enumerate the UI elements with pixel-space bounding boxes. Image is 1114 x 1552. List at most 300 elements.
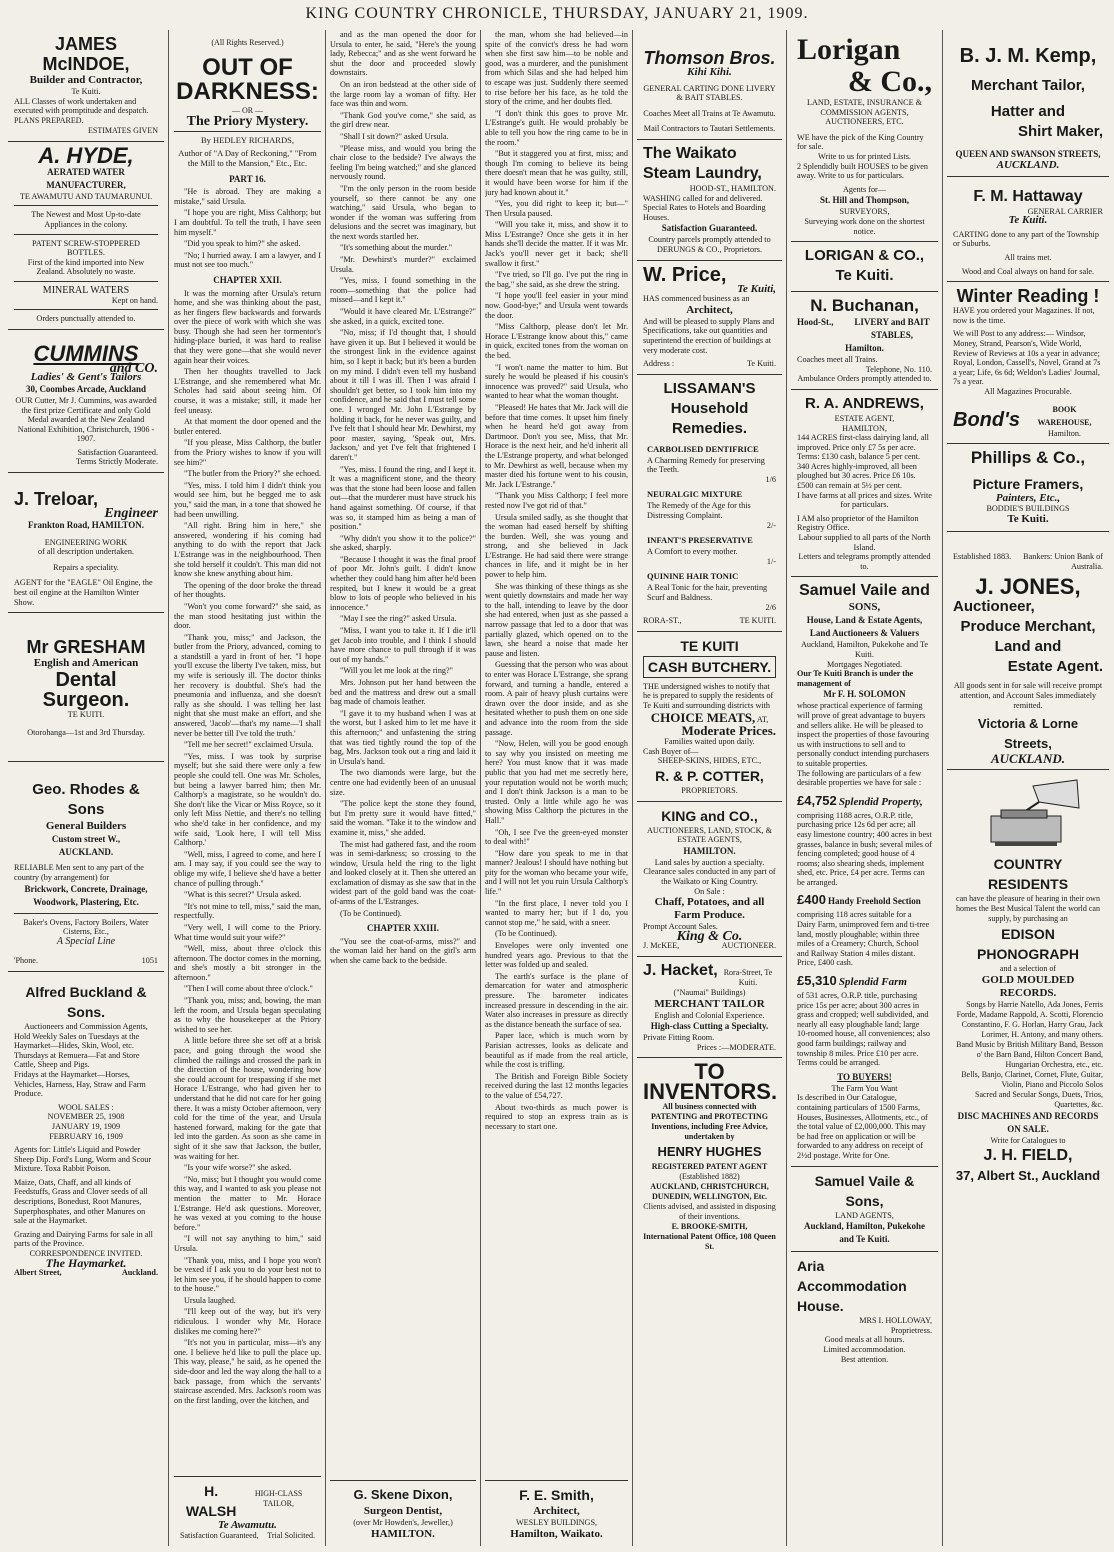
ad-lorigan-2 [791, 242, 938, 292]
ad-name: SONS, [848, 601, 881, 614]
story-paragraph: The two diamonds were large, but the centre one had evidently been of an unusual size. [330, 768, 476, 797]
column-1 [8, 30, 164, 1546]
ad-body: ALL Classes of work undertaken and executed with promptitude and despatch. [14, 96, 149, 116]
story-paragraph: "I will not say anything to him," said Ursula. [174, 1234, 321, 1253]
story-paragraph: the man, whom she had believed—in spite of the convict's dress he had worn when she first saw him—to be noble and good, was a murderer, and the punishment from which Silas and she had helped him to escape was just. Suddenly there seemed to rise before her his face, as he told the story of the crime, and her doubts fled. [485, 30, 628, 107]
ad-line: English and Colonial Experience. [654, 1010, 765, 1020]
ad-line: Mortgages Negotiated. [826, 659, 903, 669]
ad-place: Te Kuiti. [1007, 513, 1049, 526]
column-2 [174, 30, 321, 1546]
farm-price: £5,310 [797, 973, 837, 989]
ad-line: The Haymarket. [45, 1255, 127, 1270]
story-paragraph: "Will you take it, miss, and show it to Miss L'Estrange? Once she gets it in her hands she'll decide the matter. If it was Mr. Jack's you'll never get it back; she'll swallow it first." [485, 220, 628, 268]
ad-body: Band Music by British Military Band, Besson o' the Barn Band, Hilton Concert Band, Hungarian Orchestra, etc., etc. [956, 1040, 1103, 1070]
story-paragraph: Ursula laughed. [184, 1295, 236, 1305]
story-paragraph: "Thank you, miss, and I hope you won't be vexed if I ask you to do your best not to let him see you, if he should happen to come to the house." [174, 1255, 321, 1294]
ad-line: AT, [756, 714, 769, 724]
ad-body: 144 ACRES first-class dairying land, all improved. Price only £7 5s per acre. Terms: £130 cash, balance 5 per cent. [797, 433, 929, 462]
ad-butchery [637, 632, 782, 802]
story-paragraph: Ursula smiled sadly, as she thought that the woman had eased herself by shifting the burden. Well, she was young and strong, and she believed in Jack L'Estrange. He had said there were strange chances in life, and it might be in her power to help him. [485, 512, 628, 580]
ad-place: TE KUITI. [67, 710, 105, 720]
ad-body: Agents for: Little's Liquid and Powder Sheep Dip. Ford's Lung, Worm and Scour Mixture. Toxa Rabbit Poison. [14, 1145, 152, 1174]
ad-line: DERUNGS & CO., Proprietors. [656, 244, 763, 254]
story-paragraph: Then her thoughts travelled to Jack L'Estrange, and she remembered what Mr. Scholes had said about seeing him. Of course, it was a mistake; still, it made her feel uneasy. [174, 367, 321, 415]
farm-title: Splendid Property, [838, 795, 923, 808]
ad-name: A. HYDE, [38, 142, 134, 168]
ad-lissaman [637, 375, 782, 632]
ad-place: Te Awamutu. [218, 1519, 277, 1532]
ad-place: Hamilton, Waikato. [510, 1528, 603, 1540]
ad-line: Prices :—MODERATE. [696, 1042, 776, 1052]
remedy-price: 2/6 [765, 602, 776, 612]
ad-rhodes [8, 762, 164, 972]
ad-body: The following are particulars of a few desirable properties we have for sale : [797, 768, 922, 788]
ad-gresham [8, 613, 164, 762]
ad-title: CASH BUTCHERY. [643, 656, 776, 678]
story-paragraph: "Yes, miss. I was took by surprise myself; but she said there were only a few people she could tell. One was Mr. Scholes, but being a lawyer barred him; then Mr. Calthorp's a magistrate, so he wouldn't do. She don't like the Vicar or Miss Royce, so it only left Miss Nettie, and there's no telling who she'd take in her confidence, and my wife said, 'Look here, I will tell Miss Calthorp.' [174, 751, 321, 848]
ad-mcindoe [8, 30, 164, 142]
ad-walsh [174, 1476, 321, 1546]
ad-buckland [8, 972, 164, 1283]
column-4 [485, 30, 628, 1546]
ad-thomson [637, 30, 782, 140]
ad-dixon [330, 1480, 476, 1546]
ad-title: Architect, [686, 303, 733, 316]
story-part: PART 16. [229, 173, 266, 184]
column-5 [637, 30, 782, 1546]
story-paragraph: "I'll keep out of the way, but it's very ridiculous. I wonder why Mr. Horace dislikes me coming here?" [174, 1307, 321, 1336]
story-paragraph: "But it staggered you at first, miss; and though I'm coming to believe its being there doesn't mean that he was guilty, still, it would have been worse for him if the jury had known about it." [485, 149, 628, 197]
ad-place: Kihi Kihi. [687, 66, 732, 78]
ad-title: ESTATE AGENT, [834, 413, 895, 423]
ad-body: GENERAL CARTING DONE LIVERY & BAIT STABLES. [643, 83, 776, 103]
story-paragraph: "If you please, Miss Calthorp, the butler from the Priory wishes to know if you will see him?" [174, 438, 321, 467]
ad-name: Bond's [953, 409, 1020, 432]
ad-addr: 30, Coombes Arcade, Auckland [25, 383, 147, 394]
ad-line: Prompt Account Sales. [643, 922, 718, 932]
ad-title: PHONOGRAPH [977, 946, 1079, 963]
story-paragraph: "No, miss; if I'd thought that, I should have given it up. But I believed it would be the strongest link in the evidence against him, so I kept it back; but it's been a burden on my mind. I didn't even tell my husband about it till I was ill. Then I was afraid I shouldn't get better, so I took him into my confidence, and he said that I must tell some one. I wronged Mr. John L'Estrange by holding it back, for he never was guilty, and I've felt that I should hear Mr. Dewhirst, my poor master, saying, 'Speak out, Mrs. Jackson,' and yet I've felt that frightened I daren't." [330, 328, 476, 462]
ad-line: Cash Buyer of— [643, 746, 699, 756]
ad-title: Merchant Tailor, [971, 77, 1085, 94]
remedy-price: 2/- [766, 520, 776, 530]
ad-line: Mail Contractors to Tautari Settlements. [643, 124, 776, 134]
ad-line: Mr F. H. SOLOMON [823, 689, 906, 700]
ad-title: GENERAL CARRIER [1027, 206, 1103, 216]
story-paragraph: "I don't think this goes to prove Mr. L'Estrange's guilt. He would probably be able to tell you how the ring came to be in the room." [485, 108, 628, 147]
story-paragraph: "No, miss; but I thought you would come this way, and I wanted to ask you please not mention the matter to Mr. Horace L'Estrange. He'd ask questions. Moreover, he was vexed at you coming to the house before." [174, 1174, 321, 1232]
remedy-price: 1/- [766, 556, 776, 566]
ad-jones [947, 532, 1109, 770]
story-paragraph: The British and Foreign Bible Society received during the last 12 months legacies to the value of £54,727. [485, 1071, 628, 1100]
ad-line: Surveying work done on the shortest notice. [804, 216, 925, 236]
ad-title: Surgeon Dentist, [363, 1505, 443, 1518]
ad-title: AUCTIONEERS, LAND, STOCK, & ESTATE AGENTS, [647, 825, 772, 845]
story-paragraph: "What is this secret?" Ursula asked. [184, 890, 302, 900]
ad-treloar [8, 473, 164, 613]
story-paragraph: She was thinking of these things as she went quietly downstairs and made her way to the hall, intending to leave by the door she had entered, when just as she passed a narrow passage that led to a door that was partially glazed, which opened on to the lawn, she heard a noise that made her pause and listen. [485, 581, 628, 658]
ad-line: Letters and telegrams promptly attended to. [798, 552, 931, 571]
ad-line: E. BROOKE-SMITH, [671, 1222, 748, 1232]
ad-line: Satisfaction Guaranteed. [77, 447, 158, 457]
ad-title: Land and [994, 638, 1062, 656]
ad-name: JAMES McINDOE, [42, 34, 130, 74]
ad-addr: Victoria & Lorne Streets, [977, 716, 1079, 752]
ad-line: ENGINEERING WORK [44, 537, 128, 547]
ad-body: Is described in Our Catalogue, containing particulars of 1500 Farms, Houses, Businesses, Allotments, etc., of the total value of £2,000,000. This may be had free on application or will be forwarded to any address on receipt of 2½d postage. Write for One. [797, 1093, 928, 1160]
farm-price: £400 [797, 892, 826, 908]
story-paragraph: "Thank you, miss; and, bowing, the man left the room, and Ursula began speculating as to why the housekeeper at the Priory wished to see her. [174, 996, 321, 1034]
ad-body: Songs by Harrie Natello, Ada Jones, Ferris Forde, Madame Rappold, A. Scotti, Florencio Constantino, F. G. Horlan, Harry Grau, Jack Lorimer, H. Antony, and many others. [956, 1000, 1103, 1040]
story-chapter: CHAPTER XXIII. [366, 923, 439, 934]
ad-place: HAMILTON. [371, 1528, 435, 1540]
ad-title: Builder and Contractor, [29, 74, 143, 86]
ad-lorigan [791, 30, 938, 242]
column-rule [942, 30, 943, 1546]
ad-name: TO INVENTORS. [643, 1059, 778, 1105]
story-paragraph: "Miss Calthorp, please don't let Mr. Horace L'Estrange know about this," came in quick, excited tones from the woman on the bed. [485, 322, 628, 360]
ad-title: LAND AGENTS, [835, 1210, 894, 1220]
story-paragraph: "Tell me her secret!" exclaimed Ursula. [184, 740, 314, 750]
ad-title: Household Remedies. [670, 399, 749, 437]
ad-line: Agents for— [843, 184, 886, 194]
ad-title: General Builders [45, 820, 127, 833]
ad-line: English and American [33, 657, 139, 670]
ad-line: Limited accommodation. [823, 1344, 906, 1354]
ad-name: J. H. FIELD, [983, 1147, 1073, 1165]
ad-line: CHOICE MEATS, [650, 709, 756, 725]
farm-title: Handy Freehold Section [827, 896, 921, 907]
ad-line: and CO. [109, 360, 158, 376]
ad-line: 1051 [141, 956, 158, 966]
column-rule [632, 30, 633, 1546]
ad-body: AGENT for the "EAGLE" Oil Engine, the best oil engine at the Hamilton Winter Show. [14, 578, 153, 607]
ad-title: Auctioneers and Commission Agents, [24, 1021, 148, 1031]
ad-line: SURVEYORS, [839, 207, 890, 217]
story-paragraph: "Yes, you did right to keep it; but—" Then Ursula paused. [485, 199, 628, 218]
story-paragraph: "Shall I sit down?" asked Ursula. [340, 131, 449, 141]
ad-line: RORA-ST., [643, 616, 682, 626]
ad-title: Produce Merchant, [960, 618, 1096, 636]
ad-line: Coaches Meet all Trains at Te Awamutu. [643, 108, 776, 118]
ad-addr: Custom street W., [51, 834, 121, 845]
ad-line: Telephone, No. 110. [865, 364, 932, 374]
ad-line: King & Co. [676, 928, 743, 944]
ad-line: Baker's Ovens, Factory Boilers, Water Cisterns, Etc., [23, 917, 149, 937]
ad-line: On Sale : [694, 886, 725, 896]
ad-body: All goods sent in for sale will receive prompt attention, and Account Sales immediately remitted. [953, 681, 1103, 710]
ad-reading [947, 282, 1109, 444]
ad-hattaway [947, 177, 1109, 283]
story-paragraph: The earth's surface is the plane of demarcation for water and atmospheric pressure. The barometer indicates increased pressure in descending in the air. Water also increases in pressure as directly as the distance beneath the surface of sea. [485, 971, 628, 1029]
ad-line: Write for Catalogues to [990, 1136, 1066, 1146]
ad-body: All business connected with PATENTING and PROTECTING Inventions, including Free Advice, undertaken by [650, 1102, 769, 1142]
story-paragraph: "Thank you, miss;" and Jackson, the butler from the Priory, advanced, coming to a standstill a yard in front of her. "I hope you'll excuse the liberty I've taken, miss, but my wife is seriously ill. The doctor thinks her recovery is doubtful. She's had the pneumonia and influenza, and she doesn't rally as she should. I was telling her last night that she must make an effort, and she answered, 'Jacob'—that's my name—'I shall never be better till I've told the truth.' [174, 632, 321, 738]
story-paragraph: "Why didn't you show it to the police?" she asked, sharply. [330, 533, 476, 553]
ad-line: Chaff, Potatoes, and all Farm Produce. [654, 896, 765, 922]
ad-body: WE have the pick of the King Country for sale. [797, 132, 924, 152]
ad-addr: Rora-Street, Te Kuiti. [723, 967, 773, 987]
ad-line: Te Kuiti. [747, 359, 776, 369]
story-paragraph: "Yes, miss. I found something in the room—something that the police had missed—and I kept it." [330, 276, 476, 305]
ad-body: I AM also proprietor of the Hamilton Registry Office. [797, 513, 919, 533]
ad-line: NOVEMBER 25, 1908 [47, 1112, 125, 1122]
ad-aria [791, 1252, 938, 1369]
ad-body: 2 Splendidly built HOUSES to be given away. Write to us for particulars. [797, 161, 928, 181]
ad-line: Good meals at all hours. [824, 1335, 905, 1345]
ad-body: OUR Cutter, Mr J. Cummins, was awarded the first prize Certificate and only Gold Medal awarded at the New Zealand National Exhibition, Christchurch, 1906 - 1907. [15, 395, 157, 444]
ad-name: Alfred Buckland & Sons. [25, 983, 147, 1020]
ad-body: Hold Weekly Sales on Tuesdays at the Haymarket—Hides, Skin, Wool, etc. [14, 1031, 140, 1051]
story-text [174, 187, 321, 1405]
ad-title: LIVERY and BAIT STABLES, [854, 317, 930, 341]
ad-name: R. A. ANDREWS, [805, 394, 924, 412]
story-paragraph: "Yes, miss. I told him I didn't think you would see him, but he begged me to ask you," said the man, in a tone that showed he had been unwilling. [174, 480, 321, 519]
phonograph-illustration [973, 778, 1083, 848]
ad-line: MINERAL WATERS [42, 284, 130, 296]
ad-line: Albert Street, [14, 1268, 62, 1278]
ad-addr: QUEEN AND SWANSON STREETS, [955, 149, 1101, 159]
ad-line: Families waited upon daily. [664, 737, 755, 747]
ad-name: Winter Reading ! [956, 286, 1100, 307]
ad-line: Satisfaction Guaranteed, [180, 1531, 259, 1540]
farm-price: £4,752 [797, 792, 837, 808]
ad-line: TO BUYERS! [837, 1071, 892, 1082]
story-paragraph: About two-thirds as much power is required to stop an express train as is necessary to start one. [485, 1102, 628, 1131]
ad-line: Write to us for printed Lists. [818, 151, 911, 161]
ad-laundry [637, 140, 782, 261]
ad-line: Moderate Prices. [681, 723, 776, 739]
story-paragraph: "The butler from the Priory?" she echoed. [184, 469, 321, 479]
ad-name: J. Hacket, [643, 961, 718, 979]
ad-line: PATENT SCREW-STOPPERED BOTTLES. [32, 238, 140, 258]
ad-line: A Special Line [56, 935, 116, 947]
ad-line: Bankers: Union Bank of Australia. [1023, 552, 1103, 571]
ad-body: Thursdays at Remuera—Fat and Store Cattle, Sheep and Pigs. [14, 1050, 140, 1070]
ad-name: Thomson Bros. [643, 48, 776, 68]
story-paragraph: Envelopes were only invented one hundred years ago. Previous to that the letter was folded up and sealed. [485, 941, 628, 970]
ad-line: Auckland, Hamilton, Pukekohe and Te Kuiti. [803, 1221, 926, 1245]
ad-line: First of the kind imported into New Zealand. Absolutely no waste. [27, 257, 145, 277]
story-paragraph: "He is abroad. They are making a mistake," said Ursula. [174, 187, 321, 206]
ad-line: All trains met. [1004, 252, 1052, 262]
ad-edison [947, 770, 1109, 1192]
story-paragraph: "It's something about the murder." [340, 243, 453, 253]
story-paragraph: "I'm the only person in the room beside yourself, so there cannot be any one watching," said Ursula, who began to wonder if the woman was suffering from delusions and the secret was imaginary, but the next words startled her. [330, 183, 476, 241]
ad-name: Mr GRESHAM [26, 637, 146, 658]
ad-buchanan [791, 292, 938, 390]
remedy-desc: The Remedy of the Age for this Distressing Complaint. [647, 501, 751, 521]
ad-line: R. & P. COTTER, [655, 767, 764, 784]
ad-hacket [637, 957, 782, 1058]
ad-title: Dental Surgeon. [42, 669, 130, 712]
story-paragraph: A little before three she set off at a brisk pace, and going through the wood she climbed the railings and crossed the park in the direction of the house, wondering how she could account for trespassing if she met Horace L'Estrange, who had given her to understand that he did not care for her going there. It was a misty October afternoon, very cold for the time of the year, and Ursula hastened forward, making for the gate that led into the garden. As soon as she came in sight of it she saw that Jackson, the butler, was waiting for her. [174, 1036, 321, 1161]
story-paragraph: "The police kept the stone they found, but I'm pretty sure it would have fitted," said the woman. "Take it to the window and examine it, miss," she added. [330, 799, 476, 837]
ad-line: DISC MACHINES AND RECORDS ON SALE. [957, 1111, 1099, 1135]
ad-line: Private Fitting Room. [643, 1033, 715, 1043]
ad-line: WOOL SALES : [58, 1102, 114, 1112]
ad-line: BOOK WAREHOUSE, [1037, 404, 1092, 427]
ad-name: KING and CO., [661, 807, 758, 824]
ad-line: CORRESPONDENCE INVITED. [29, 1249, 143, 1259]
ad-title: AERATED WATER MANUFACTURER, [46, 166, 126, 190]
ad-hyde [8, 142, 164, 330]
ad-place: Te Kuiti, [737, 282, 776, 295]
ad-name: Aria Accommodation House. [797, 1258, 907, 1315]
ad-body: THE undersigned wishes to notify that he is prepared to supply the residents of Te Kuiti and surrounding districts with [643, 681, 774, 710]
ad-name: LISSAMAN'S [663, 379, 756, 397]
ad-smith [485, 1480, 628, 1546]
ad-line: FEBRUARY 16, 1909 [49, 1131, 123, 1141]
ad-addr: HOOD-ST., HAMILTON. [689, 183, 776, 193]
story-author: By HEDLEY RICHARDS, [201, 134, 294, 145]
column-rule [480, 30, 481, 1546]
column-7 [947, 30, 1109, 1546]
column-rule [786, 30, 787, 1546]
story-paragraph: "May I see the ring?" asked Ursula. [340, 614, 457, 624]
ad-line: I have farms at all prices and sizes. Write for particulars. [797, 490, 932, 510]
ad-name: N. Buchanan, [810, 296, 919, 316]
ad-line: GOLD MOULDED RECORDS. [981, 974, 1075, 1000]
ad-addr: 37, Albert St., Auckland [955, 1168, 1101, 1184]
ad-body: Sacred and Secular Songs, Duets, Trios, Quartettes, &c. [975, 1090, 1103, 1110]
ad-title: LAND, ESTATE, INSURANCE & COMMISSION AGENTS, AUCTIONEERS, ETC. [806, 98, 923, 127]
ad-body: whose practical experience of farming will prove of great advantage to buyers and sellers alike. He will be pleased to inspect the properties of those favouring us with instructions to sell and to personally conduct intending purchasers to suitable properties. [797, 701, 930, 768]
ad-name: LORIGAN & CO., [804, 247, 925, 265]
ad-name: Lorigan [797, 33, 901, 66]
story-paragraph: "Will you let me look at the ring?" [340, 666, 453, 676]
story-paragraph: "I've tried, so I'll go. I've put the ring in the bag," she said, as she drew the string. [485, 270, 628, 289]
ad-body: We will Post to any address:— Windsor, Money, Strand, Pearson's, Wide World, Review of Reviews at 10s a year in advance; Royal, London, Cassell's, Novel, Grand at 7s a year; Life, 6s 6d; Weldon's Ladies' Journal, 7s a year. [953, 329, 1101, 387]
ad-body: comprising 1188 acres, O.R.P. title, purchasing price 12s 6d per acre; all easy limestone country; 400 acres in best grasses, balance in bush; several miles of fencing completed; good house of 4 rooms; also shearing sheds, implement shed, etc. Price, £4 per acre. Terms can be arranged. [797, 810, 932, 887]
ad-vaile-2 [791, 1167, 938, 1253]
story-paragraph: "In the first place, I never told you I wanted to marry her; but if I do, you cannot stop me," he said, with a sneer. [485, 898, 628, 927]
column-rule [168, 30, 169, 1546]
ad-line: HENRY HUGHES [657, 1144, 762, 1160]
ad-addr: Hood-St., [797, 317, 834, 328]
ad-price [637, 261, 782, 375]
ad-name: EDISON [1001, 926, 1055, 943]
story-paragraph: "How dare you speak to me in that manner? Jealous! I should have nothing but pity for the woman who became your wife, and I will not let you ruin Ursula Calthorp's life." [485, 848, 628, 897]
ad-line: JANUARY 19, 1909 [51, 1121, 121, 1131]
ad-line: PROPRIETORS. [681, 785, 738, 795]
story-paragraph: "Very well, I will come to the Priory. What time would suit your wife?" [174, 922, 321, 942]
ad-line: Repairs a speciality. [53, 562, 119, 572]
ad-place: Hamilton. [845, 343, 884, 354]
ad-line: ("Naumai" Buildings) [673, 987, 746, 997]
story-paragraph: "You see the coat-of-arms, miss?" and the woman laid her hand on the girl's arm when she came back to the bedside. [330, 936, 476, 966]
ad-cummins [8, 330, 164, 473]
remedy-name: INFANT'S PRESERVATIVE [647, 535, 753, 546]
story-paragraph: "I hope you'll feel easier in your mind now. Good-bye;" and Ursula went towards the door. [485, 291, 628, 320]
ad-inventors [637, 1058, 782, 1257]
ad-name: Geo. Rhodes & Sons [32, 781, 140, 819]
column-rule [325, 30, 326, 1546]
ad-place: HAMILTON, [842, 423, 887, 433]
ad-line: Our Te Kuiti Branch is under the management of [797, 669, 914, 688]
ad-body: comprising 118 acres suitable for a Dairy Farm, unimproved fern and ti-tree land, mostly ploughable; within three miles of a Creamery; Church, School and Railway Station 4 miles distant. Price, £400 cash. [797, 910, 930, 968]
story-rights: (All Rights Reserved.) [211, 38, 284, 47]
story-paragraph: (To be Continued). [340, 908, 402, 918]
ad-line: Auckland. [121, 1268, 158, 1278]
story-paragraph: "Please miss, and would you bring the chair close to the bedside? I've always the feeling I'm being watched;" and she glanced nervously round. [330, 143, 476, 182]
ad-title: Hatter and [990, 103, 1066, 120]
story-paragraph: "Yes, miss. I found the ring, and I kept it. It was a magnificent stone, and the theory was that the stone had been loose and fallen out—that the murderer must have struck his hand against something. Of course, if that was so, it stamped him as being a man of position." [330, 464, 476, 532]
farm-title: Splendid Farm [838, 976, 907, 989]
remedy-desc: A Real Tonic for the hair, preventing Scurf and Baldness. [647, 583, 768, 603]
story-paragraph: and as the man opened the door for Ursula to enter, he said, "Here's the young lady, Rebecca;" and as she went forward he shut the door and proceeded slowly downstairs. [330, 30, 476, 78]
story-text-continued [485, 30, 628, 1131]
ad-title: Auctioneer, [953, 598, 1035, 616]
ad-title: Picture Framers, [972, 476, 1084, 493]
ad-line: TE KUITI. [739, 616, 776, 626]
ad-body: The Newest and Most Up-to-date Appliances in the colony. [31, 210, 141, 229]
remedy-price: 1/6 [765, 474, 776, 484]
ad-line: International Patent Office, 108 Queen St. [643, 1232, 776, 1252]
ad-title: Land Auctioneers & Valuers [809, 628, 920, 639]
ad-place: Te Kuiti. [1008, 214, 1048, 227]
ad-body: Maize, Oats, Chaff, and all kinds of Feedstuffs, Grass and Clover seeds of all descriptions, Bonedust, Root Manures, Superphosphates, and other Manures on sale at the Haymarket. [14, 1177, 148, 1226]
ad-line: High-class Cutting a Specialty. [650, 1021, 769, 1032]
ad-title: HIGH-CLASS TAILOR, [254, 1489, 303, 1509]
ad-line: Painters, Etc., [995, 492, 1061, 505]
story-paragraph: Paper lace, which is much worn by Parisian actresses, looks as delicate and beautiful as if made from the real article, while the cost is trifling. [485, 1031, 628, 1070]
ad-body: RELIABLE Men sent to any part of the country (by arrangement) for [14, 863, 144, 882]
story-paragraph: "Thank God you've come," she said, as the girl drew near. [330, 110, 476, 130]
ad-place: Te Kuiti. [835, 267, 894, 285]
ad-place: TE AWAMUTU AND TAUMARUNUI. [19, 191, 153, 201]
ad-name: Phillips & Co., [970, 448, 1086, 468]
ad-name: W. Price, [643, 263, 727, 286]
ad-line: The Farm You Want [831, 1083, 898, 1093]
ad-title: Ladies' & Gent's Tailors [30, 371, 142, 384]
masthead: KING COUNTRY CHRONICLE, THURSDAY, JANUARY 21, 1909. [305, 5, 809, 22]
story-paragraph: "Well, miss, about three o'clock this afternoon. The doctor comes in the morning, and she's mostly a bit stronger in the afternoon." [174, 944, 321, 982]
ad-place: Hamilton. [1048, 428, 1081, 438]
ad-line: J. McKEE, [643, 941, 680, 951]
story-chapter: CHAPTER XXII. [213, 274, 282, 285]
ad-title: Shirt Maker, [1017, 123, 1103, 140]
ad-place: Te Kuiti. [71, 87, 101, 96]
ad-line: Brickwork, Concrete, Drainage, Woodwork, Plastering, Etc. [24, 883, 148, 907]
ad-name: CUMMINS [33, 340, 139, 366]
ad-line: Best attention. [840, 1354, 889, 1364]
ad-line: Address : [643, 359, 675, 369]
ad-line: Terms Strictly Moderate. [76, 457, 158, 467]
story-paragraph: (To be Continued). [495, 929, 557, 939]
ad-name: Samuel Vaile & Sons, [814, 1172, 915, 1209]
story-paragraph: "No; I hurried away. I am a lawyer, and I must not see too much." [174, 250, 321, 270]
story-paragraph: It was the morning after Ursula's return home, and she was thinking about the past, as her fingers flew backwards and forwards over the piece of work with which she was busy. Though she had seen her tormentor's hiding-place buried, it was hard to realise that they were gone—that she would never again hear their voices. [174, 288, 321, 365]
ad-title: Engineer [104, 506, 158, 522]
story-text-continued [330, 30, 476, 966]
ad-line: PLANS PREPARED. [14, 115, 84, 125]
ad-body: can have the pleasure of hearing in their own homes the Best Musical Talent the world can supply, by purchasing an [956, 894, 1100, 924]
remedy-desc: A Comfort to every mother. [647, 547, 738, 557]
ad-line: (Established 1882) [679, 1172, 740, 1182]
ad-king [637, 802, 782, 957]
ad-body: Grazing and Dairying Farms for sale in all parts of the Province. [14, 1229, 153, 1249]
ad-line: and a selection of [999, 964, 1057, 974]
ad-line: All Magazines Procurable. [984, 386, 1072, 396]
ad-place: AUCKLAND. [58, 847, 114, 858]
story-paragraph: "Won't you come forward?" she said, as the man stood hesitating just within the door. [174, 601, 321, 631]
ad-line: Orders punctually attended to. [36, 314, 136, 324]
ad-line: of all description undertaken. [38, 547, 134, 557]
ad-body: of 531 acres, O.R.P. title, purchasing price 15s per acre; about 300 acres in grass and cropped; well subdivided, and nearly all easy ploughable land; large 10-roomed house, all conveniences; also good farm buildings; railway and township 8 miles. Price £10 per acre. Terms could be arranged. [797, 991, 931, 1068]
ad-line: Established 1883. [953, 552, 1012, 562]
ad-name: Samuel Vaile and [799, 582, 930, 600]
